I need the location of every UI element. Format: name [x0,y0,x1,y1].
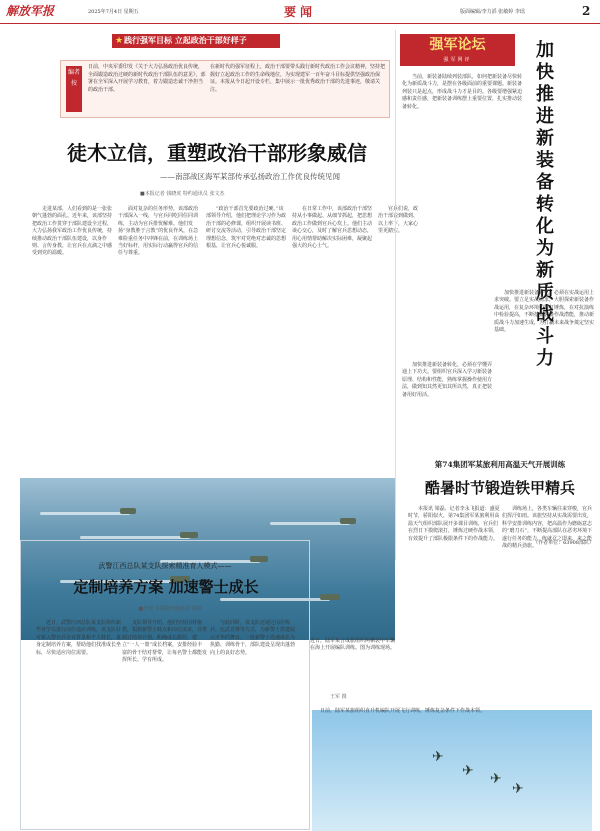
article-column: 支队领导介绍，他们坚持因材施教，根据新警士特点和岗位需求，分类制订培养计划，明确成长路径，建立“一人一策”成长档案，安排经验丰富的骨干结对帮带，让每名警士都能发挥所长、学有所成。 [122,620,208,664]
photo-credit: 王军 摄 [330,694,347,700]
commentary-paragraph: 当前，新装备陆续列装部队，如何把新装备尽快转化为新质战斗力，是摆在各级面前的重要课题。新装备列装只是起点，形成战斗力才是目的。各级要增强紧迫感和责任感，把新装备训练摆上重要位置，扎实推动装备转化。 [402,74,523,110]
commentary-headline[interactable]: 加快推进新装备转化为新质战斗力 [536,40,554,369]
helicopter-icon: ✈ [462,763,474,779]
wake [80,536,190,539]
commentary-author: （作者单位：63908部队） [533,540,594,546]
vehicle [320,594,340,600]
helicopter-icon: ✈ [512,781,524,797]
army-article-headline[interactable]: 酷暑时节锻造铁甲精兵 [424,479,575,497]
commentary-column-name: 强军论坛 [429,37,486,53]
wake [40,512,130,515]
helicopter-icon: ✈ [490,771,502,787]
article-column: 训练场上，各类车辆往来穿梭，官兵们挥汗如雨。该旅坚持从实战需要出发，科学安排训练内容，把高温作为磨砺意志的“磨刀石”，不断提高部队在恶劣环境下遂行任务的能力，练就召之即来、来之能战的精兵劲旅。 [502,506,593,550]
article-column: 走进某部，人们看到的是一张张朝气蓬勃的面孔。近年来，该部坚持把政治工作贯穿于部队建设全过程，大力弘扬我军政治工作优良传统，持续推动政治干部队伍建设，以身作则、言传身教，让官兵在点滴之中感受到党的温暖。 [32,206,113,257]
article-column: 官兵们说，政治干部说到做到、以上率下，大家心里更踏实。 [378,206,419,235]
page-number: 2 [582,4,591,18]
vehicle [120,508,136,514]
commentary-paragraph: 加快推进新装备转化，必须在学懂弄通上下功夫。要组织官兵深入学习新装备原理、结构和性能，熟练掌握操作使用方法，做到知其然更知其所以然，真正把装备用好用活。 [402,362,493,398]
article-column: 面对复杂的任务形势，该部政治干部深入一线，与官兵同吃同住同训练，主动为官兵排忧解难。他们发扬“身教胜于言教”的优良作风，在急难险重任务中冲锋在前，在训练场上当好标杆，用实际行动赢得官兵的信任与尊重。 [118,206,199,257]
newspaper-logo: 解放军报 [6,4,55,18]
editor-note-paragraph: 日前，中央军委印发《关于大力弘扬政治优良传统，全面锻造政治过硬的新时代政治干部队伍的意见》，部署在全军深入开展学习教育，着力锻造忠诚干净担当的政治干部。 [88,64,206,93]
commentary-paragraph: 加快推进新装备转化，必须在实战运用上求突破。要立足实战需求，大胆探索新装备作战运用，在复杂环境中摔打锤炼，在对抗演练中检验提高，不断挖掘装备作战潜能，推动新质战斗力加速生成，为打赢未来战争奠定坚实基础。 [494,290,595,334]
headline[interactable]: 徒木立信，重塑政治干部形象威信 [67,141,367,165]
article-column: 在日常工作中，该部政治干部坚持从小事做起、从细节抓起，把思想政治工作做到官兵心坎上。他们主动谈心交心，及时了解官兵思想动态，用心用情帮助解决实际困难，凝聚起强大的兵心士气。 [292,206,373,250]
dateline: 2025年7月4日 星期五 [88,9,139,15]
editor-note-badge: 编者按 [66,66,82,112]
article-column: 与此同时，该支队还通过岗位练兵、比武竞赛等方式，为新警士搭建展示才华的舞台。一批新警士迅速成长为执勤、训练骨干，部队建设呈现出蓬勃向上的良好态势。 [210,620,296,656]
column-banner-text: 践行强军目标 立起政治干部好样子 [124,36,247,45]
armed-police-article-kicker: 武警江西总队某支队探索精准育人模式—— [98,562,232,570]
helicopter-formation-photo [312,710,592,831]
vehicle [340,518,356,524]
wake [270,522,350,525]
armed-police-article-headline[interactable]: 定制培养方案 加速警士成长 [73,578,259,596]
subheadline: ——南部战区海军某部传承弘扬政治工作优良传统见闻 [160,172,340,181]
page-editors: 版面编辑/李力滔 张敏婷 李瑶 [460,9,525,15]
article-column: 近日，武警江西总队某支队组织新毕业学员进行岗位适应训练。该支队针对新入警官兵专业背景和个人特长，量身定制培养方案，帮助他们找准成长坐标，尽快适应岗位需要。 [36,620,122,656]
party-emblem-icon: ★ [115,36,124,46]
article-column: “政治干部首先要政治过硬。”该部领导介绍，他们把理论学习作为政治干部的必修课，组织开展读书班、研讨交流等活动，引导政治干部坚定理想信念，筑牢对党绝对忠诚的思想根基，让官兵心悦诚服。 [206,206,287,250]
byline: ■李蒙 本报特约通讯员 刘翔 [138,606,202,612]
vehicle [180,532,198,538]
helicopter-icon: ✈ [432,749,444,765]
photo-caption: 日前，陆军某旅组织直升机编队开展飞行训练，锤炼复杂条件下作战本领。 [320,708,486,714]
byline: ■本报记者 钱晓虎 特约通讯员 张文杰 [140,191,225,197]
editor-note-paragraph: 在新时代的强军征程上，政治干部要带头践行新时代政治工作会议精神，坚持把握好立起政治工作的生命线地位，为实现建军一百年奋斗目标提供坚强政治保证。本报从今日起开设专栏，集中展示一批优秀政治干部的先进事迹，敬请关注。 [210,64,386,93]
article-column: 本报讯 梁磊、记者李永飞报道：盛夏时节，骄阳似火，第74集团军某旅利用高温天气组织部队展开多课目训练，官兵们在烈日下摸爬滚打，锤炼过硬作战本领，有效提升了部队极限条件下的作战能力。 [408,506,500,542]
commentary-column-sub: 强军网评 [443,57,472,63]
section-title: 要闻 [283,5,316,19]
army-article-kicker: 第74集团军某旅利用高温天气开展训练 [434,460,566,469]
photo-caption: 近日，陆军某合成旅组织两栖装甲车辆在海上开展编队训练。图为训练现场。 [310,638,396,651]
